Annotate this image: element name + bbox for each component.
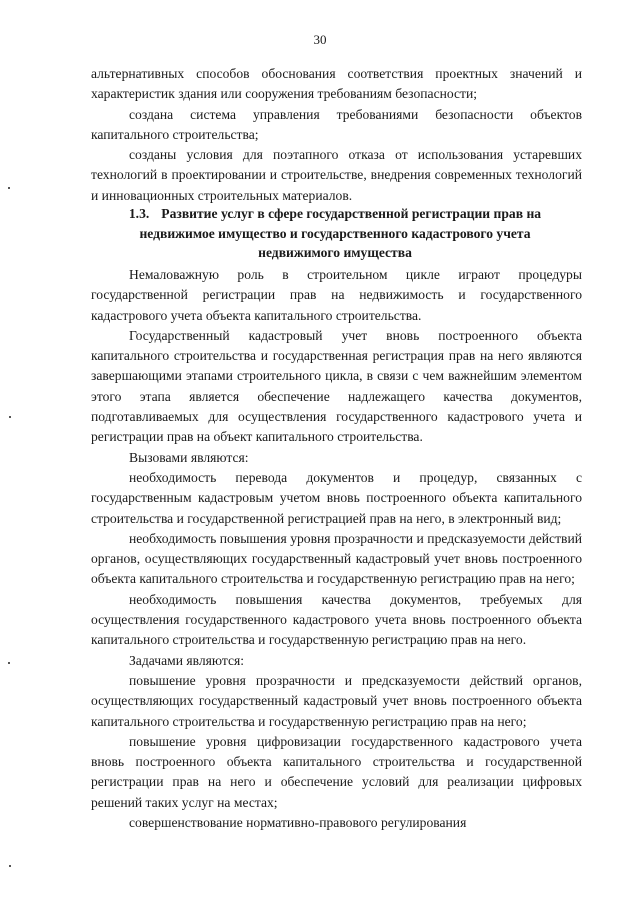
- paragraph: Вызовами являются:: [129, 449, 249, 465]
- scan-speck: [9, 416, 11, 418]
- scan-speck: [8, 187, 10, 189]
- paragraph: повышение уровня прозрачности и предсказуемости действий органов, осуществляющих государственный кадастровый учет вновь построенного объекта капитального строительства и государственную регистрацию прав на него;: [91, 672, 582, 729]
- paragraph: совершенствование нормативно-правового регулирования: [129, 815, 467, 831]
- paragraph: Немаловажную роль в строительном цикле играют процедуры государственной регистрации прав на недвижимость и государственного кадастрового учета объекта капитального строительства.: [91, 267, 582, 323]
- paragraph: альтернативных способов обоснования соответствия проектных значений и характеристик здания или сооружения требованиям безопасности;: [91, 66, 582, 102]
- paragraph: необходимость повышения качества документов, требуемых для осуществления государственного кадастрового учета вновь построенного объекта капитального строительства и государственную регистрацию прав на него.: [91, 591, 582, 648]
- paragraph: повышение уровня цифровизации государственного кадастрового учета вновь построенного объекта капитального строительства и государственной регистрации прав на него и обеспечение условий для реализации цифровых решений таких услуг на местах;: [91, 733, 582, 810]
- page-number: 30: [313, 32, 327, 47]
- section-heading: [110, 204, 560, 263]
- paragraph: созданы условия для поэтапного отказа от использования устаревших технологий в проектировании и строительстве, внедрения современных технологий и инновационных строительных материалов.: [91, 147, 582, 203]
- paragraph: Государственный кадастровый учет вновь построенного объекта капитального строительства и государственная регистрация прав на него являются завершающими этапами строительного цикла, в связи с чем важнейшим элементом этого этапа является обеспечение надлежащего качества документов, подготавливаемых для осуществления государственного кадастрового учета и регистрации прав на объект капитального строительства.: [91, 327, 582, 445]
- scan-speck: [8, 662, 10, 664]
- paragraph: необходимость повышения уровня прозрачности и предсказуемости действий органов, осуществляющих государственный кадастровый учет вновь построенного объекта капитального строительства и государственную регистрацию прав на него;: [91, 530, 582, 587]
- paragraph: создана система управления требованиями безопасности объектов капитального строительства;: [91, 106, 582, 142]
- top-text-block: [91, 64, 582, 206]
- section-title: Развитие услуг в сфере государственной регистрации прав на недвижимое имущество и государственного кадастрового учета недвижимого имущества: [139, 206, 542, 260]
- paragraph: необходимость перевода документов и процедур, связанных с государственным кадастровым учетом вновь построенного объекта капитального строительства и государственной регистрацией прав на него, в электронный вид;: [91, 469, 582, 526]
- paragraph: Задачами являются:: [129, 652, 245, 668]
- section-number: 1.3.: [128, 206, 150, 221]
- main-text-block: [91, 265, 582, 833]
- scan-speck: [9, 865, 11, 867]
